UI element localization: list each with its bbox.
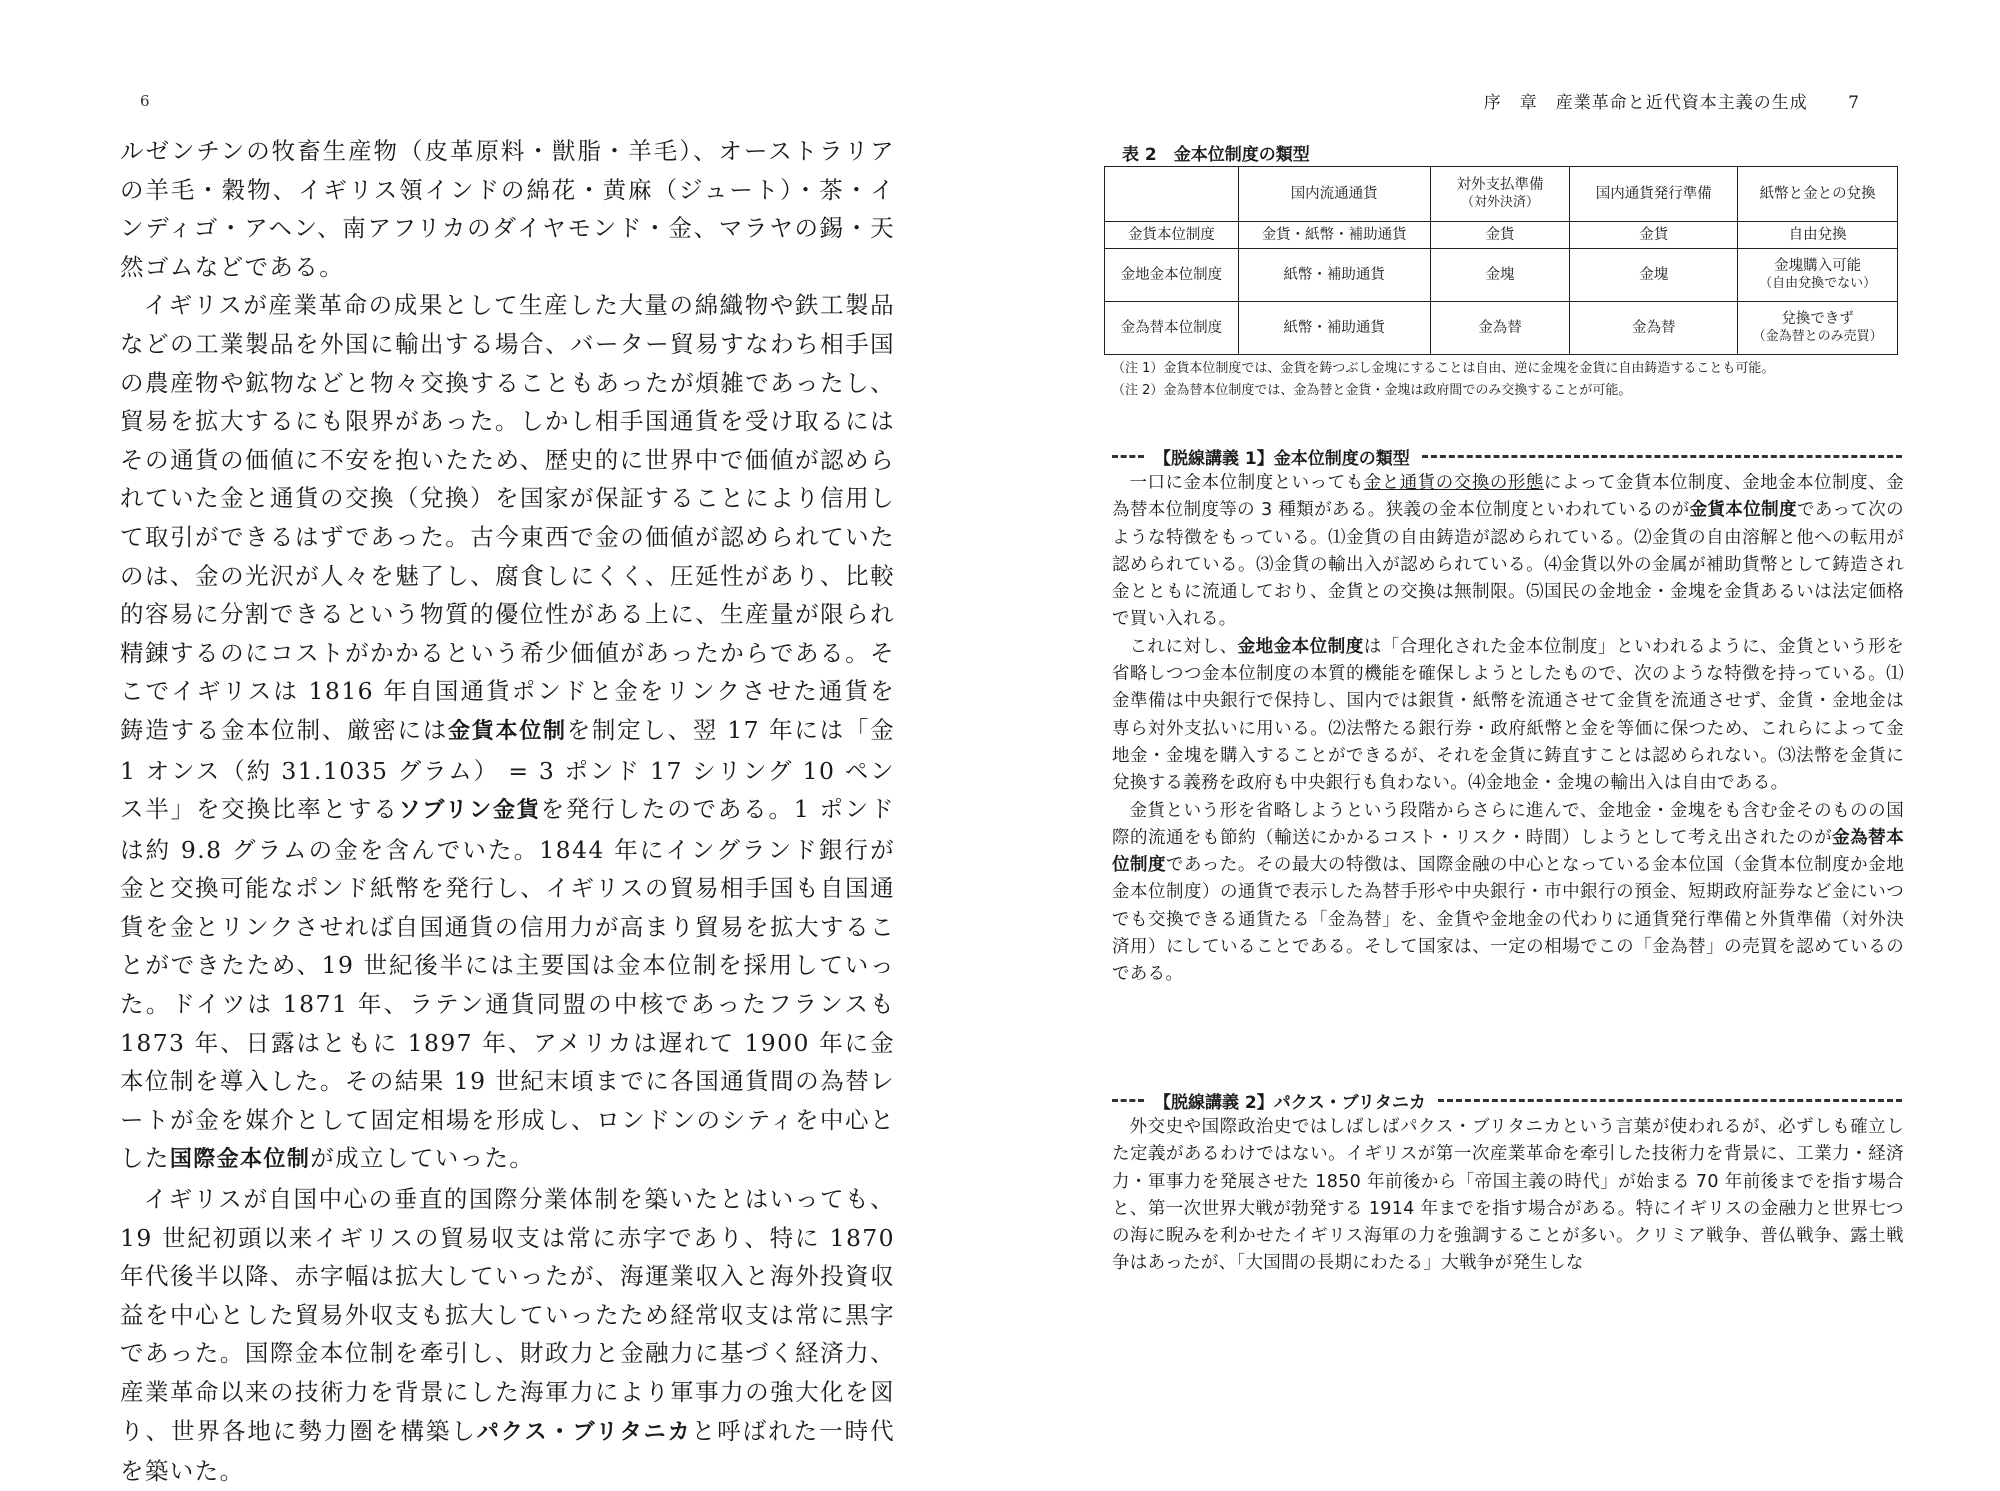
text-run: これに対し、	[1129, 636, 1238, 657]
right-page	[1000, 0, 2000, 1420]
bold-term: パクス・ブリタニカ	[476, 1419, 692, 1445]
table-cell: 金貨・紙幣・補助通貨	[1238, 222, 1430, 249]
section-heading	[1112, 1088, 1902, 1113]
text-run: を発行したのである。1 ポンドは約 9.8 グラムの金を含んでいた。1844 年にイングランド銀行が金と交換可能なポンド紙幣を発行し、イギリスの貿易相手国も自国通貨を金とリンクさせれば自国通貨の信用力が高まり貿易を拡大することができたため、19 世紀後半には主要国は金本位制を採用していった。ドイツは 1871 年、ラテン通貨同盟の中核であったフランスも 1873 年、日露はともに 1897 年、アメリカは遅れて 1900 年に金本位制を導入した。その結果 19 世紀末頃までに各国通貨間の為替レートが金を媒介として固定相場を形成し、ロンドンのシティを中心とした	[120, 795, 896, 1173]
chapter-title: 序 章 産業革命と近代資本主義の生成	[1483, 93, 1808, 113]
table-cell: 紙幣・補助通貨	[1238, 249, 1430, 302]
row-label: 金貨本位制度	[1105, 222, 1239, 249]
table-cell: 金為替	[1430, 302, 1570, 355]
table-cell: 金貨	[1570, 222, 1738, 249]
table-note: （注 2）金為替本位制度では、金為替と金貨・金塊は政府間でのみ交換することが可能。	[1112, 383, 1632, 398]
text-run: を制定し、翌 17 年には「金 1 オンス（約 31.1035 グラム） = 3 ポンド 17 シリング 10 ペンス半」を交換比率とする	[120, 715, 896, 824]
table-caption: 表 2 金本位制度の類型	[1122, 145, 1310, 165]
section-body	[1112, 470, 1904, 989]
text-run: ルゼンチンの牧畜生産物（皮革原料・獣脂・羊毛）、オーストラリアの羊毛・穀物、イギリス領インドの綿花・黄麻（ジュート）・茶・インディゴ・アヘン、南アフリカのダイヤモンド・金、マラヤの錫・天然ゴムなどである。	[120, 137, 895, 281]
running-head	[1484, 88, 1860, 113]
paragraph	[1112, 1114, 1904, 1278]
table-row	[1105, 249, 1898, 302]
table-header-cell: 紙幣と金との兌換	[1738, 167, 1898, 222]
left-page	[0, 0, 960, 1486]
paragraph	[120, 1180, 895, 1491]
page-number-right: 7	[1848, 93, 1860, 113]
table-header-cell: 対外支払準備 （対外決済）	[1430, 167, 1570, 222]
paragraph	[120, 286, 895, 1180]
page-number-left: 6	[140, 92, 150, 110]
table-header-cell: 国内流通通貨	[1238, 167, 1430, 222]
table-cell: 金塊	[1430, 249, 1570, 302]
paragraph	[1112, 470, 1904, 634]
section-body	[1112, 1114, 1904, 1278]
text-run: であった。その最大の特徴は、国際金融の中心となっている金本位国（金貨本位制度か金地金本位制度）の通貨で表示した為替手形や中央銀行・市中銀行の預金、短期政府証券など金にいつでも交換できる通貨たる「金為替」を、金貨や金地金の代わりに通貨発行準備と外貨準備（対外決済用）にしていることである。そして国家は、一定の相場でこの「金為替」の売買を認めているのである。	[1112, 855, 1904, 985]
table-cell: 金為替	[1570, 302, 1738, 355]
paragraph	[120, 132, 895, 286]
text-run: イギリスが産業革命の成果として生産した大量の綿織物や鉄工製品などの工業製品を外国に輸出する場合、バーター貿易すなわち相手国の農産物や鉱物などと物々交換することもあったが煩雑であったし、貿易を拡大するにも限界があった。しかし相手国通貨を受け取るにはその通貨の価値に不安を抱いたため、歴史的に世界中で価値が認められていた金と通貨の交換（兌換）を国家が保証することにより信用して取引ができるはずであった。古今東西で金の価値が認められていたのは、金の光沢が人々を魅了し、腐食しにくく、圧延性があり、比較的容易に分割できるという物質的優位性がある上に、生産量が限られ精錬するのにコストがかかるという希少価値があったからである。そこでイギリスは 1816 年自国通貨ポンドと金をリンクさせた通貨を鋳造する金本位制、厳密には	[120, 291, 895, 744]
row-label: 金為替本位制度	[1105, 302, 1239, 355]
text-run: イギリスが自国中心の垂直的国際分業体制を築いたとはいっても、19 世紀初頭以来イギリスの貿易収支は常に赤字であり、特に 1870 年代後半以降、赤字幅は拡大していったが、海運業収入と海外投資収益を中心とした貿易外収支も拡大していったため経常収支は常に黒字であった。国際金本位制を牽引し、財政力と金融力に基づく経済力、産業革命以来の技術力を背景にした海軍力により軍事力の強大化を図り、世界各地に勢力圏を構築し	[120, 1185, 895, 1445]
heading-dash-rule	[1112, 1099, 1144, 1102]
gold-standard-table	[1104, 166, 1898, 355]
bold-term: ソブリン金貨	[398, 798, 541, 824]
table-cell: 金塊	[1570, 249, 1738, 302]
section-title: 【脱線講義 1】金本位制度の類型	[1154, 449, 1410, 469]
table-row	[1105, 222, 1898, 249]
text-run: は「合理化された金本位制度」といわれるように、金貨という形を省略しつつ金本位制度の本質的機能を確保しようとしたもので、次のような特徴を持っている。⑴金準備は中央銀行で保持し、国内では銀貨・紙幣を流通させて金貨を流通させず、金貨・金地金は専ら対外支払いに用いる。⑵法幣たる銀行券・政府紙幣と金を等価に保つため、これらによって金地金・金塊を購入することができるが、それを金貨に鋳直すことは認められない。⑶法幣を金貨に兌換する義務を政府も中央銀行も負わない。⑷金地金・金塊の輸出入は自由である。	[1112, 636, 1904, 794]
table-cell: 自由兌換	[1738, 222, 1898, 249]
table-header-cell: 国内通貨発行準備	[1570, 167, 1738, 222]
heading-dash-rule	[1112, 455, 1144, 458]
row-label: 金地金本位制度	[1105, 249, 1239, 302]
table-cell: 紙幣・補助通貨	[1238, 302, 1430, 355]
table-row	[1105, 302, 1898, 355]
bold-term: 金為替本位制度	[1112, 827, 1904, 876]
left-body-text	[120, 132, 895, 1491]
table-corner-cell	[1105, 167, 1239, 222]
paragraph	[1112, 798, 1904, 989]
table-cell: 金貨	[1430, 222, 1570, 249]
section-title: 【脱線講義 2】パクス・ブリタニカ	[1154, 1093, 1426, 1113]
text-run: 金と通貨の交換の形態	[1363, 473, 1544, 493]
bold-term: 国際金本位制	[169, 1147, 311, 1173]
bold-term: 金地金本位制度	[1237, 636, 1364, 657]
table-cell: 兌換できず （金為替とのみ売買）	[1738, 302, 1898, 355]
bold-term: 金貨本位制度	[1689, 500, 1797, 521]
text-run: 金貨という形を省略しようという段階からさらに進んで、金地金・金塊をも含む金そのものの国際的流通をも節約（輸送にかかるコスト・リスク・時間）しようとして考え出されたのが	[1112, 800, 1904, 848]
heading-dash-rule	[1438, 1099, 1902, 1102]
table-notes	[1112, 358, 1912, 402]
text-run: によって金貨本位制度、金地金本位制度、金為替本位制度等の 3 種類がある。狭義の金本位制度といわれているのが	[1112, 473, 1905, 521]
table-header-row	[1105, 167, 1898, 222]
text-run: が成立していった。	[310, 1144, 535, 1173]
bold-term: 金貨本位制	[448, 718, 567, 744]
text-run: と呼ばれた一時代を築いた。	[120, 1416, 895, 1486]
table-cell: 金塊購入可能 （自由兌換でない）	[1738, 249, 1898, 302]
heading-dash-rule	[1422, 455, 1902, 458]
paragraph	[1112, 634, 1904, 798]
text-run: 一口に金本位制度といっても	[1129, 473, 1364, 493]
text-run: であって次のような特徴をもっている。⑴金貨の自由鋳造が認められている。⑵金貨の自由溶解と他への転用が認められている。⑶金貨の輸出入が認められている。⑷金貨以外の金属が補助貨幣として鋳造され金とともに流通しており、金貨との交換は無制限。⑸国民の金地金・金塊を金貨あるいは法定価格で買い入れる。	[1112, 500, 1904, 630]
text-run: 外交史や国際政治史ではしばしばパクス・ブリタニカという言葉が使われるが、必ずしも確立した定義があるわけではない。イギリスが第一次産業革命を牽引した技術力を背景に、工業力・経済力・軍事力を発展させた 1850 年前後から「帝国主義の時代」が始まる 70 年前後までを指す場合と、第一次世界大戦が勃発する 1914 年までを指す場合がある。特にイギリスの金融力と世界七つの海に睨みを利かせたイギリス海軍の力を強調することが多い。クリミア戦争、普仏戦争、露土戦争はあったが、「大国間の長期にわたる」大戦争が発生しな	[1112, 1117, 1904, 1274]
table-note: （注 1）金貨本位制度では、金貨を鋳つぶし金塊にすることは自由、逆に金塊を金貨に自由鋳造することも可能。	[1112, 361, 1775, 376]
section-heading	[1112, 444, 1902, 469]
